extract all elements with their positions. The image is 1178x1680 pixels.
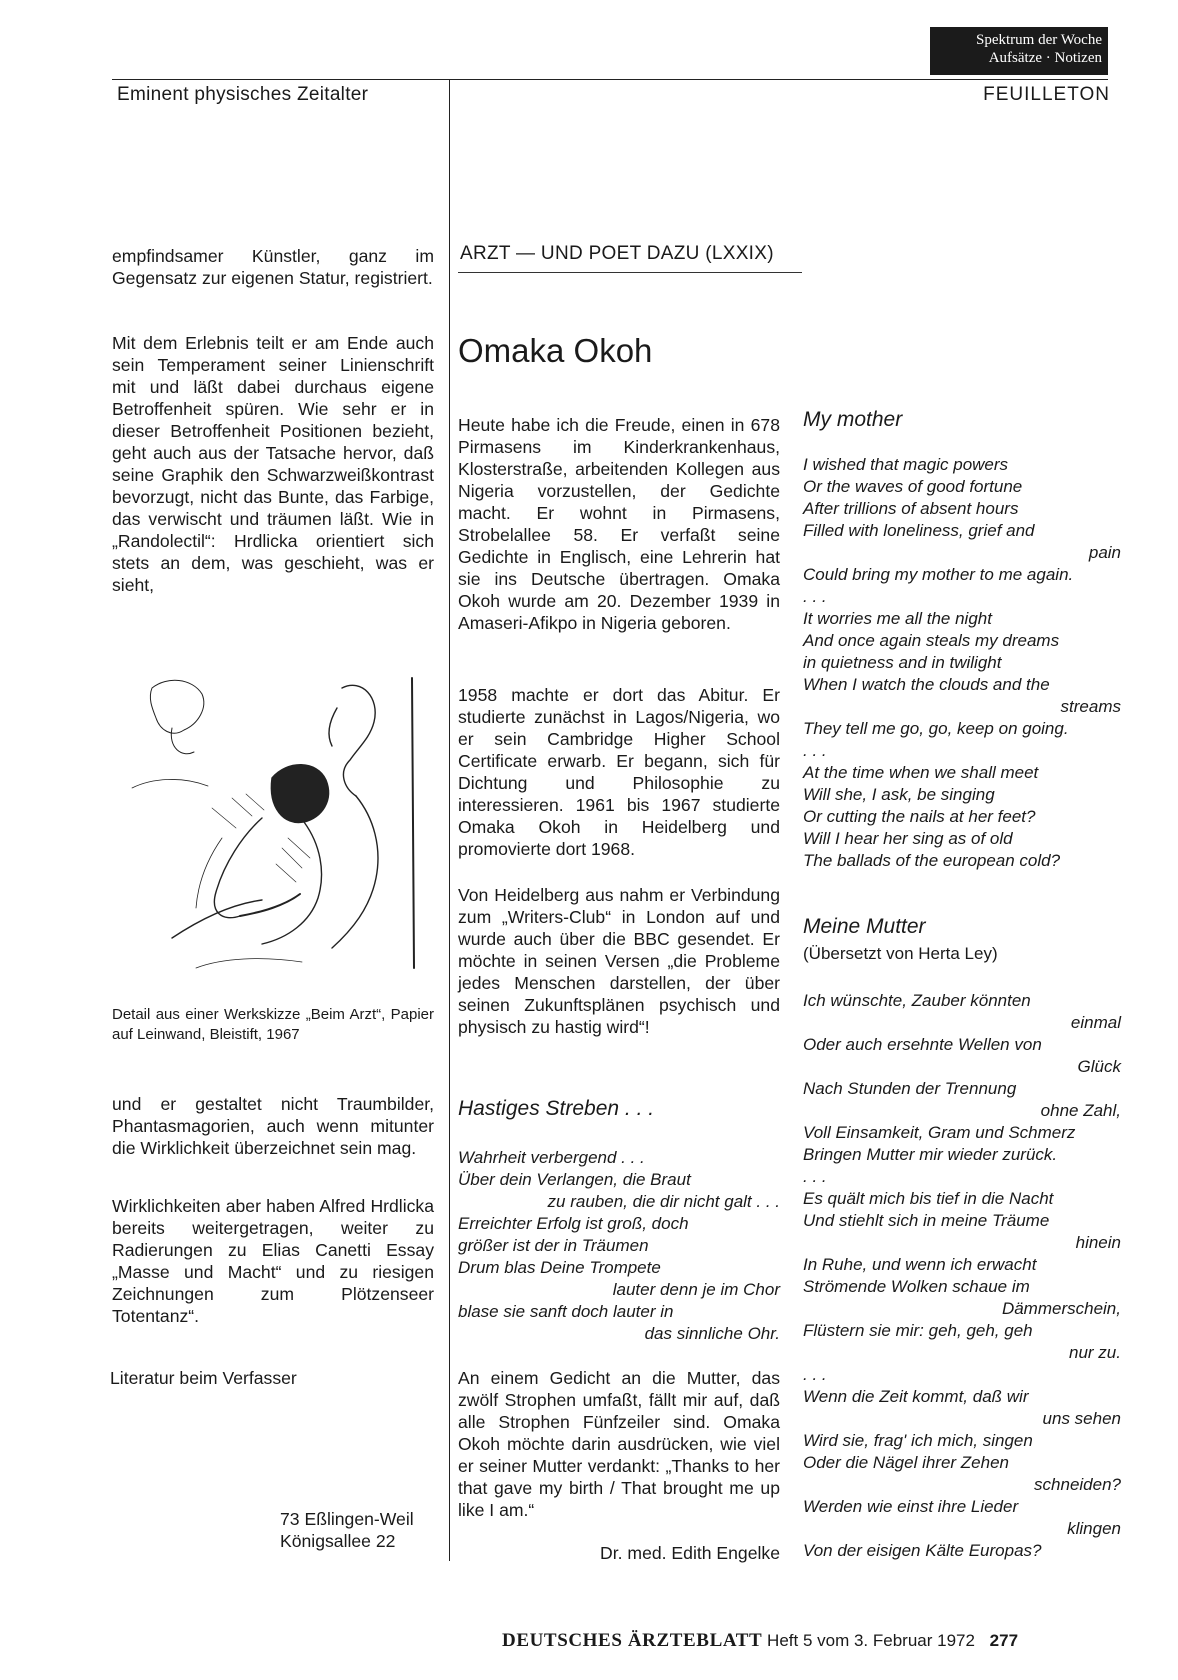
poem-line: Flüstern sie mir: geh, geh, geh bbox=[803, 1321, 1033, 1340]
poem-line: Or cutting the nails at her feet? bbox=[803, 807, 1036, 826]
poem-line: At the time when we shall meet bbox=[803, 763, 1039, 782]
poem-title-my-mother: My mother bbox=[803, 408, 903, 431]
poem-line: ohne Zahl, bbox=[1040, 1101, 1121, 1120]
left-paragraph-4: Wirklichkeiten aber haben Alfred Hrdlicka bereits weitergetragen, weiter zu Radierungen zu Elias Canetti Essay „Masse und Macht“ und zu riesigen Zeichnungen zum Plötzenseer Totentanz“. bbox=[112, 1196, 434, 1326]
poem-line: Wird sie, frag' ich mich, singen bbox=[803, 1431, 1033, 1450]
poem-line: Bringen Mutter mir wieder zurück. bbox=[803, 1145, 1058, 1164]
sketch-illustration bbox=[112, 668, 434, 994]
poem-line: In Ruhe, und wenn ich erwacht bbox=[803, 1255, 1037, 1274]
image-caption: Detail aus einer Werkskizze „Beim Arzt“, Papier auf Leinwand, Bleistift, 1967 bbox=[112, 1006, 434, 1043]
poem-line: After trillions of absent hours bbox=[803, 499, 1019, 518]
literature-note: Literatur beim Verfasser bbox=[110, 1368, 297, 1388]
poem-line: . . . bbox=[803, 741, 827, 760]
left-paragraph-1: empfindsamer Künstler, ganz im Gegensatz zur eigenen Statur, registriert. bbox=[112, 246, 434, 288]
poem-line: When I watch the clouds and the bbox=[803, 675, 1050, 694]
poem-line: Es quält mich bis tief in die Nacht bbox=[803, 1189, 1054, 1208]
section-label-line1: Spektrum der Woche bbox=[976, 32, 1102, 48]
address-line-2: Königsallee 22 bbox=[280, 1531, 396, 1551]
poem-line: Strömende Wolken schaue im bbox=[803, 1277, 1030, 1296]
poem-line: Dämmerschein, bbox=[1001, 1299, 1121, 1318]
poem-line: uns sehen bbox=[1042, 1409, 1121, 1428]
left-paragraph-2: Mit dem Erlebnis teilt er am Ende auch sein Temperament seiner Linienschrift mit und läßt dabei durchaus eigene Betroffenheit spüren. Wie sehr er in dieser Betroffenheit Positionen bezieht, geht auch aus der Tatsache hervor, daß seine Graphik den Schwarzweißkontrast bevorzugt, nicht das Bunte, das Farbige, das verwischt und träumen läßt. Wie in „Randolectil“: Hrdlicka orientiert sich stets an dem, was geschieht, was er sieht, bbox=[112, 333, 434, 595]
poem-line: Wenn die Zeit kommt, daß wir bbox=[803, 1387, 1029, 1406]
issue-info: Heft 5 vom 3. Februar 1972 bbox=[767, 1631, 975, 1650]
poem-line: größer ist der in Träumen bbox=[458, 1236, 649, 1255]
poem-line: Ich wünschte, Zauber könnten bbox=[803, 991, 1031, 1010]
address-line-1: 73 Eßlingen-Weil bbox=[280, 1509, 414, 1529]
poem-line: schneiden? bbox=[1034, 1475, 1121, 1494]
poem-hastiges-streben bbox=[458, 1147, 780, 1345]
mid-paragraph-3: Von Heidelberg aus nahm er Verbindung zum „Writers-Club“ in London auf und wurde auch über die BBC gesendet. Er möchte in seinen Versen „die Probleme jedes Menschen darstellen, der über seinen Zukunftsplänen psychisch und physisch zu hastig wird“! bbox=[458, 885, 780, 1037]
poem-line: The ballads of the european cold? bbox=[803, 851, 1061, 870]
poem-my-mother bbox=[803, 454, 1121, 872]
article-title: Omaka Okoh bbox=[458, 332, 653, 369]
poem-line: in quietness and in twilight bbox=[803, 653, 1002, 672]
poem-line: Will she, I ask, be singing bbox=[803, 785, 995, 804]
poem-line: das sinnliche Ohr. bbox=[644, 1324, 780, 1343]
author-address bbox=[280, 1508, 414, 1552]
poem-line: blase sie sanft doch lauter in bbox=[458, 1302, 674, 1321]
running-head-left: Eminent physisches Zeitalter bbox=[117, 84, 369, 105]
poem-line: streams bbox=[1060, 697, 1121, 716]
header-rule bbox=[112, 79, 1108, 80]
poem-line: Or the waves of good fortune bbox=[803, 477, 1023, 496]
series-heading: ARZT — UND POET DAZU (LXXIX) bbox=[460, 243, 774, 264]
poem-title-hastiges-streben: Hastiges Streben . . . bbox=[458, 1097, 655, 1120]
poem-line: They tell me go, go, keep on going. bbox=[803, 719, 1069, 738]
translator-note: (Übersetzt von Herta Ley) bbox=[803, 944, 998, 963]
poem-line: hinein bbox=[1075, 1233, 1121, 1252]
poem-line: lauter denn je im Chor bbox=[612, 1280, 780, 1299]
column-divider bbox=[449, 79, 450, 1561]
poem-line: Could bring my mother to me again. bbox=[803, 565, 1074, 584]
mid-paragraph-4: An einem Gedicht an die Mutter, das zwölf Strophen umfaßt, fällt mir auf, daß alle Strophen Fünfzeiler sind. Omaka Okoh möchte darin ausdrücken, wie viel er seiner Mutter verdankt: „Thanks to her that gave my birth / That brought me up like I am.“ bbox=[458, 1368, 780, 1520]
poem-line: Voll Einsamkeit, Gram und Schmerz bbox=[803, 1123, 1076, 1142]
series-rule bbox=[458, 272, 802, 273]
poem-meine-mutter bbox=[803, 990, 1121, 1562]
poem-line: Glück bbox=[1077, 1057, 1121, 1076]
poem-line: Und stiehlt sich in meine Träume bbox=[803, 1211, 1050, 1230]
poem-line: Nach Stunden der Trennung bbox=[803, 1079, 1017, 1098]
poem-line: And once again steals my dreams bbox=[803, 631, 1060, 650]
poem-line: Filled with loneliness, grief and bbox=[803, 521, 1035, 540]
poem-line: Oder die Nägel ihrer Zehen bbox=[803, 1453, 1010, 1472]
mid-paragraph-1: Heute habe ich die Freude, einen in 678 Pirmasens im Kinderkrankenhaus, Klosterstraße, arbeitenden Kollegen aus Nigeria vorzustellen, der Gedichte macht. Er wohnt in Pirmasens, Strobelallee 58. Er verfaßt seine Gedichte in Englisch, eine Lehrerin hat sie ins Deutsche übertragen. Omaka Okoh wurde am 20. Dezember 1939 in Amaseri-Afikpo in Nigeria geboren. bbox=[458, 415, 780, 633]
poem-line: einmal bbox=[1070, 1013, 1121, 1032]
left-paragraph-3: und er gestaltet nicht Traumbilder, Phantasmagorien, auch wenn mitunter die Wirklichkeit überzeichnet sein mag. bbox=[112, 1094, 434, 1158]
poem-line: Von der eisigen Kälte Europas? bbox=[803, 1541, 1042, 1560]
poem-line: Erreichter Erfolg ist groß, doch bbox=[458, 1214, 689, 1233]
poem-line: . . . bbox=[803, 587, 827, 606]
running-head-right: FEUILLETON bbox=[983, 84, 1110, 105]
poem-line: pain bbox=[1088, 543, 1121, 562]
poem-line: Über dein Verlangen, die Braut bbox=[458, 1170, 691, 1189]
poem-line: zu rauben, die dir nicht galt . . . bbox=[547, 1192, 780, 1211]
poem-line: I wished that magic powers bbox=[803, 455, 1009, 474]
poem-line: . . . bbox=[803, 1365, 827, 1384]
author-signature: Dr. med. Edith Engelke bbox=[600, 1543, 780, 1563]
section-label-line2: Aufsätze · Notizen bbox=[988, 50, 1102, 66]
poem-line: nur zu. bbox=[1069, 1343, 1121, 1362]
poem-line: . . . bbox=[803, 1167, 827, 1186]
page-footer bbox=[502, 1630, 1018, 1652]
poem-line: Oder auch ersehnte Wellen von bbox=[803, 1035, 1042, 1054]
magazine-name: DEUTSCHES ÄRZTEBLATT bbox=[502, 1630, 763, 1651]
mid-paragraph-2: 1958 machte er dort das Abitur. Er studierte zunächst in Lagos/Nigeria, wo er sein Cambridge Higher School Certificate erwarb. Er begann, sich für Dichtung und Philosophie zu interessieren. 1961 bis 1967 studierte Omaka Okoh in Heidelberg und promovierte dort 1968. bbox=[458, 685, 780, 859]
page-number: 277 bbox=[989, 1631, 1019, 1650]
poem-title-meine-mutter: Meine Mutter bbox=[803, 915, 926, 938]
poem-line: Werden wie einst ihre Lieder bbox=[803, 1497, 1019, 1516]
poem-line: Will I hear her sing as of old bbox=[803, 829, 1013, 848]
poem-line: Drum blas Deine Trompete bbox=[458, 1258, 661, 1277]
poem-line: klingen bbox=[1067, 1519, 1121, 1538]
section-label-box bbox=[930, 27, 1108, 75]
poem-line: It worries me all the night bbox=[803, 609, 992, 628]
poem-line: Wahrheit verbergend . . . bbox=[458, 1148, 645, 1167]
